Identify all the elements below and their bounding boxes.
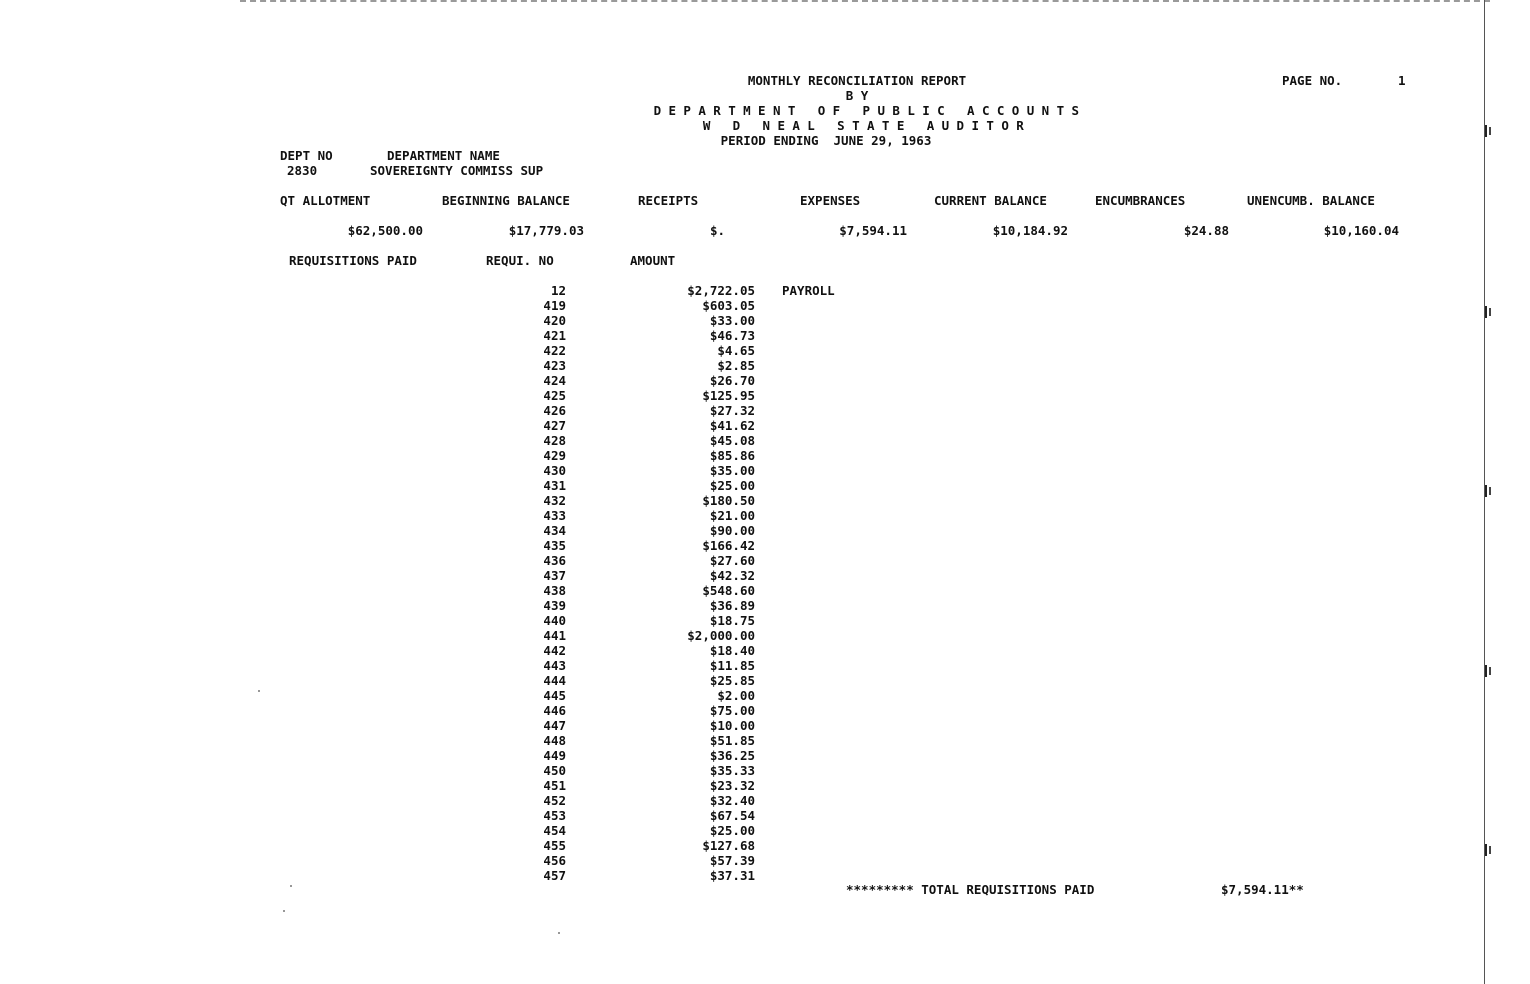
requisition-amount: $26.70 [709,373,755,388]
requisition-amount: $18.40 [709,643,755,658]
requisition-amount: $90.00 [709,523,755,538]
requisition-number: 448 [543,733,566,748]
page-label: PAGE NO. [1282,73,1343,88]
feed-hole-mark [1482,485,1494,497]
requisition-number: 457 [543,868,566,883]
requisition-amount: $2,722.05 [687,283,755,298]
requisition-amount: $35.00 [709,463,755,478]
requisition-amount: $41.62 [709,418,755,433]
requisition-number: 425 [543,388,566,403]
requisition-number-column [500,283,566,883]
summary-value: $17,779.03 [508,223,584,238]
requisition-amount: $2.00 [717,688,755,703]
requisition-number: 440 [543,613,566,628]
requisition-number: 453 [543,808,566,823]
requisition-amount: $125.95 [702,388,755,403]
requisition-amount: $127.68 [702,838,755,853]
paper-speck [558,932,560,934]
requisition-number: 434 [543,523,566,538]
requisition-number: 420 [543,313,566,328]
paper-speck [283,910,285,912]
requisition-number: 455 [543,838,566,853]
requisition-number: 451 [543,778,566,793]
requisition-number: 426 [543,403,566,418]
requisition-amount: $57.39 [709,853,755,868]
requisition-number: 438 [543,583,566,598]
requisition-number: 443 [543,658,566,673]
requisition-number: 441 [543,628,566,643]
page-number: 1 [1398,73,1406,88]
requisition-number: 435 [543,538,566,553]
requisition-number: 437 [543,568,566,583]
requisition-number: 442 [543,643,566,658]
requisition-number: 430 [543,463,566,478]
requisition-number: 436 [543,553,566,568]
summary-header: BEGINNING BALANCE [442,193,570,208]
summary-header: UNENCUMB. BALANCE [1247,193,1375,208]
requisition-amount: $35.33 [709,763,755,778]
requisition-amount: $21.00 [709,508,755,523]
requisition-amount: $25.00 [709,478,755,493]
requisition-number: 447 [543,718,566,733]
requisition-number: 12 [550,283,566,298]
requisition-number: 444 [543,673,566,688]
payroll-note: PAYROLL [782,283,835,298]
requisition-number: 422 [543,343,566,358]
feed-hole-mark [1482,306,1494,318]
requisition-amount: $18.75 [709,613,755,628]
requisition-number: 431 [543,478,566,493]
requisition-amount: $2,000.00 [687,628,755,643]
dept-name-label: DEPARTMENT NAME [387,148,500,163]
summary-header: CURRENT BALANCE [934,193,1047,208]
summary-value: $10,160.04 [1323,223,1399,238]
department-heading: DEPARTMENT OF PUBLIC ACCOUNTS [653,103,1087,118]
auditor-heading: W D NEAL STATE AUDITOR [702,118,1032,133]
requisition-amount: $10.00 [709,718,755,733]
total-requisitions-label: ********* TOTAL REQUISITIONS PAID [846,882,1095,897]
requisition-number: 427 [543,418,566,433]
feed-hole-mark [1482,844,1494,856]
requisition-amount: $548.60 [702,583,755,598]
requisition-number: 419 [543,298,566,313]
requisition-amount: $2.85 [717,358,755,373]
requisition-number: 452 [543,793,566,808]
paper-speck [290,885,292,887]
requisition-amount: $4.65 [717,343,755,358]
requisition-amount: $75.00 [709,703,755,718]
paper-speck [258,690,260,692]
requisition-amount: $166.42 [702,538,755,553]
requisition-amount: $36.89 [709,598,755,613]
requisition-amount-column [640,283,755,883]
requisition-number: 429 [543,448,566,463]
summary-value: $. [709,223,725,238]
requisition-amount: $25.85 [709,673,755,688]
requisition-amount: $27.60 [709,553,755,568]
summary-header: QT ALLOTMENT [280,193,371,208]
requisition-number: 449 [543,748,566,763]
requisition-amount: $45.08 [709,433,755,448]
requisition-number: 428 [543,433,566,448]
requisition-amount: $51.85 [709,733,755,748]
requisition-number: 446 [543,703,566,718]
requisition-number: 421 [543,328,566,343]
requisition-number: 433 [543,508,566,523]
requisition-number: 456 [543,853,566,868]
total-requisitions-value: $7,594.11** [1221,882,1304,897]
requisition-amount: $603.05 [702,298,755,313]
requisition-amount: $25.00 [709,823,755,838]
summary-value: $7,594.11 [839,223,907,238]
requisition-number: 450 [543,763,566,778]
period-ending: PERIOD ENDING JUNE 29, 1963 [720,133,932,148]
feed-hole-mark [1482,665,1494,677]
requisition-amount: $85.86 [709,448,755,463]
requisition-number: 423 [543,358,566,373]
requisition-amount: $67.54 [709,808,755,823]
requi-no-label: REQUI. NO [486,253,554,268]
requisition-number: 432 [543,493,566,508]
requisition-amount: $27.32 [709,403,755,418]
report-by: B Y [845,88,869,103]
report-title: MONTHLY RECONCILIATION REPORT [747,73,967,88]
requisition-amount: $33.00 [709,313,755,328]
requisition-amount: $42.32 [709,568,755,583]
summary-value: $24.88 [1183,223,1229,238]
requisition-amount: $36.25 [709,748,755,763]
perforated-top-edge [240,0,1490,2]
requisition-number: 454 [543,823,566,838]
requisition-amount: $180.50 [702,493,755,508]
requisition-number: 445 [543,688,566,703]
requisition-number: 424 [543,373,566,388]
requisition-amount: $11.85 [709,658,755,673]
summary-header: EXPENSES [800,193,861,208]
requisition-amount: $32.40 [709,793,755,808]
amount-label: AMOUNT [630,253,676,268]
requisition-amount: $37.31 [709,868,755,883]
requisition-amount: $46.73 [709,328,755,343]
dept-no-label: DEPT NO [280,148,333,163]
summary-header: ENCUMBRANCES [1095,193,1186,208]
requisition-number: 439 [543,598,566,613]
summary-value: $62,500.00 [347,223,423,238]
requisitions-paid-label: REQUISITIONS PAID [289,253,417,268]
requisition-amount: $23.32 [709,778,755,793]
summary-header: RECEIPTS [638,193,699,208]
dept-name: SOVEREIGNTY COMMISS SUP [370,163,544,178]
summary-value: $10,184.92 [992,223,1068,238]
feed-hole-mark [1482,125,1494,137]
dept-no: 2830 [287,163,318,178]
